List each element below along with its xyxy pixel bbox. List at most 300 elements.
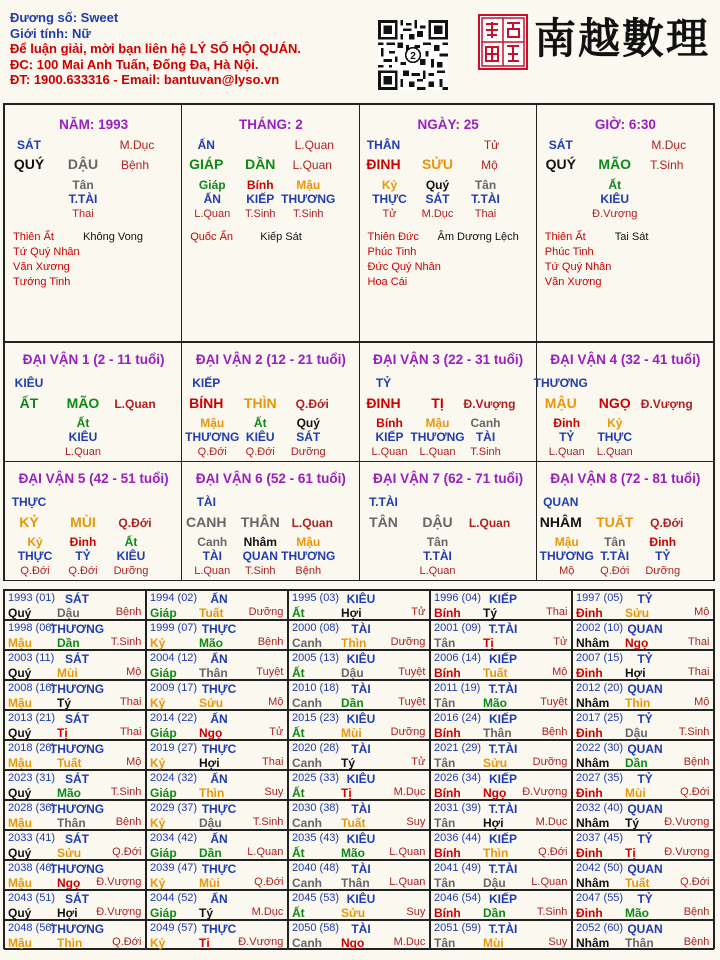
hidden-god: KIẾP [375, 430, 404, 444]
year-label: 2022 (30) [576, 742, 624, 754]
pillar-qual: Mộ [481, 158, 498, 172]
year-qual: Dưỡng [532, 756, 568, 768]
year-label: 2019 (27) [150, 742, 198, 754]
year-label: 1994 (02) [150, 592, 198, 604]
pillar-cell [181, 104, 359, 342]
year-god: THỰC [201, 622, 237, 636]
year-stem: Bính [434, 846, 461, 860]
year-stem: Kỷ [150, 936, 166, 950]
dai-van-god: QUAN [543, 494, 579, 509]
year-qual: Đ.Vượng [96, 906, 142, 918]
year-branch: Dần [483, 906, 506, 920]
year-stem: Bính [434, 786, 461, 800]
year-branch: Tuất [341, 816, 366, 830]
star-left: Phúc Tinh [367, 246, 417, 258]
year-branch: Hợi [483, 816, 504, 830]
hidden-stem: Giáp [198, 178, 226, 192]
year-label: 2017 (25) [576, 712, 624, 724]
year-god: THƯƠNG [49, 922, 105, 936]
year-branch: Mão [57, 786, 81, 800]
year-label: 2026 (34) [434, 772, 482, 784]
hidden-god: THƯƠNG [185, 430, 240, 444]
year-branch: Hợi [625, 666, 646, 680]
year-god: KIẾP [488, 772, 518, 786]
year-cell [430, 830, 572, 860]
pillar-qual: T.Sinh [650, 158, 684, 172]
dai-van-stem: BÍNH [189, 395, 224, 411]
dai-van-title: ĐẠI VẬN 4 (32 - 41 tuổi) [550, 352, 701, 367]
year-qual: Mộ [552, 666, 568, 678]
year-stem: Kỷ [150, 696, 166, 710]
dai-van-branch: THÌN [243, 395, 277, 411]
year-god: TÀI [351, 862, 371, 876]
star-left: Thiên Ất [544, 231, 586, 243]
year-god: KIẾP [488, 592, 518, 606]
year-label: 2044 (52) [150, 892, 198, 904]
year-label: 2042 (50) [576, 862, 624, 874]
year-god: KIÊU [346, 592, 376, 606]
year-label: 1993 (01) [8, 592, 56, 604]
hidden-qual: L.Quan [194, 208, 231, 220]
year-cell [146, 920, 288, 950]
year-qual: Thai [545, 606, 568, 618]
year-qual: Suy [406, 906, 426, 918]
year-stem: Giáp [150, 606, 177, 620]
year-label: 1995 (03) [292, 592, 340, 604]
pillar-stem: ĐINH [366, 156, 401, 172]
hidden-stem: Kỷ [607, 416, 623, 430]
year-cell [146, 800, 288, 830]
year-god: KIẾP [488, 892, 518, 906]
hidden-god: TỶ [559, 430, 575, 444]
dai-van-god: TÀI [196, 494, 216, 509]
year-branch: Tý [57, 696, 72, 710]
year-stem: Bính [434, 666, 461, 680]
year-god: T.TÀI [488, 742, 518, 756]
year-stem: Tân [434, 696, 456, 710]
year-stem: Ất [292, 606, 305, 620]
hidden-qual: Dưỡng [290, 446, 326, 458]
hidden-god: KIÊU [600, 192, 630, 206]
pillar-cell [536, 104, 714, 342]
year-stem: Đinh [576, 606, 603, 620]
year-cell [4, 740, 146, 770]
year-god: TỶ [637, 652, 653, 666]
year-cell [146, 860, 288, 890]
year-stem: Mậu [8, 756, 32, 770]
year-god: TÀI [351, 742, 371, 756]
year-label: 2029 (37) [150, 802, 198, 814]
dai-van-title: ĐẠI VẬN 2 (12 - 21 tuổi) [195, 352, 346, 367]
hidden-god: KIÊU [68, 430, 98, 444]
year-label: 1999 (07) [150, 622, 198, 634]
year-stem: Tân [434, 816, 456, 830]
year-qual: Bệnh [683, 906, 710, 918]
year-branch: Sửu [57, 846, 82, 860]
hidden-qual: Thai [72, 208, 94, 220]
year-god: TỶ [637, 712, 653, 726]
year-qual: Đ.Vượng [522, 786, 568, 798]
year-stem: Đinh [576, 846, 603, 860]
hidden-stem: Quý [425, 178, 450, 192]
year-god: THỰC [201, 862, 237, 876]
year-branch: Dần [57, 636, 80, 650]
hidden-qual: Q.Đới [20, 564, 50, 577]
year-cell [4, 590, 146, 620]
year-stem: Giáp [150, 726, 177, 740]
year-cell [430, 620, 572, 650]
year-god: QUAN [627, 742, 663, 756]
year-qual: Q.Đới [112, 936, 142, 948]
year-cell [430, 650, 572, 680]
year-qual: Đ.Vượng [238, 936, 284, 948]
year-label: 2037 (45) [576, 832, 624, 844]
year-cell [288, 920, 430, 950]
dai-van-qual: L.Quan [114, 397, 156, 411]
pillar-god: SÁT [548, 138, 573, 152]
year-qual: M.Dục [535, 816, 568, 828]
year-stem: Giáp [150, 786, 177, 800]
year-branch: Thìn [625, 696, 651, 710]
year-god: ẤN [210, 832, 228, 846]
year-cell [572, 710, 714, 740]
dai-van-title: ĐẠI VẬN 3 (22 - 31 tuổi) [373, 352, 524, 367]
year-god: KIẾP [488, 712, 518, 726]
year-stem: Nhâm [576, 876, 610, 890]
hidden-god: THƯƠNG [410, 430, 465, 444]
year-label: 2045 (53) [292, 892, 340, 904]
year-god: SÁT [65, 892, 89, 906]
year-god: KIÊU [346, 832, 376, 846]
year-qual: Tử [553, 636, 568, 648]
year-branch: Tị [57, 726, 68, 740]
dai-van-stem: ĐINH [366, 395, 401, 411]
year-cell [572, 920, 714, 950]
year-branch: Tý [625, 816, 640, 830]
year-cell [4, 920, 146, 950]
year-branch: Thìn [199, 786, 225, 800]
year-cell [572, 590, 714, 620]
hidden-god: THƯƠNG [281, 192, 336, 206]
year-cell [430, 920, 572, 950]
year-label: 2046 (54) [434, 892, 482, 904]
year-stem: Mậu [8, 816, 32, 830]
year-stem: Ất [292, 726, 305, 740]
year-god: TÀI [351, 802, 371, 816]
hidden-qual: Tử [382, 208, 397, 220]
year-label: 2032 (40) [576, 802, 624, 814]
hidden-god: KIÊU [116, 548, 146, 563]
dai-van-qual: Đ.Vượng [463, 397, 516, 411]
year-label: 2011 (19) [434, 682, 481, 694]
hidden-qual: T.Sinh [244, 564, 276, 577]
year-branch: Tuất [199, 606, 224, 620]
year-label: 2000 (08) [292, 622, 340, 634]
pillar-qual-top: M.Dục [119, 138, 155, 152]
year-label: 2033 (41) [8, 832, 56, 844]
year-label: 2016 (24) [434, 712, 482, 724]
year-cell [572, 800, 714, 830]
dai-van-cell [536, 461, 714, 581]
pillar-qual-top: M.Dục [651, 138, 687, 152]
year-stem: Canh [292, 816, 322, 830]
year-stem: Giáp [150, 846, 177, 860]
year-branch: Dậu [625, 726, 648, 740]
dai-van-cell [359, 461, 537, 581]
dai-van-god: KIÊU [14, 376, 44, 390]
year-label: 2007 (15) [576, 652, 624, 664]
year-qual: Bệnh [115, 606, 142, 618]
hidden-stem: Ất [608, 178, 622, 192]
year-cell [572, 620, 714, 650]
year-branch: Mùi [57, 666, 78, 680]
year-qual: L.Quan [389, 846, 426, 858]
year-stem: Kỷ [150, 876, 166, 890]
year-qual: Suy [264, 786, 284, 798]
star-left: Quốc Ấn [190, 231, 234, 243]
year-cell [572, 650, 714, 680]
year-cell [4, 620, 146, 650]
year-qual: L.Quan [247, 846, 284, 858]
year-branch: Thìn [341, 636, 367, 650]
dai-van-branch: TỊ [431, 395, 444, 411]
dai-van-qual: L.Quan [468, 515, 511, 530]
hidden-stem: Ất [253, 416, 267, 430]
year-branch: Tý [199, 906, 214, 920]
year-god: THỰC [201, 742, 237, 756]
year-cell [572, 680, 714, 710]
year-branch: Ngọ [199, 726, 223, 740]
year-label: 2005 (13) [292, 652, 340, 664]
year-stem: Nhâm [576, 636, 610, 650]
year-god: TÀI [351, 622, 371, 636]
year-label: 2049 (57) [150, 922, 198, 934]
year-stem: Kỷ [150, 816, 166, 830]
year-god: TÀI [351, 682, 371, 696]
hidden-stem: Canh [197, 534, 228, 549]
pillar-stem: QUÝ [545, 156, 576, 172]
year-qual: Tuyệt [398, 696, 426, 708]
star-left: Tứ Quý Nhân [13, 246, 80, 258]
year-cell [288, 710, 430, 740]
year-qual: Q.Đới [254, 876, 284, 888]
year-god: ẤN [210, 772, 228, 786]
year-branch: Dậu [57, 606, 80, 620]
year-qual: Tử [411, 606, 426, 618]
year-cell [430, 740, 572, 770]
year-qual: Suy [406, 816, 426, 828]
dai-van-stem: MẬU [544, 395, 577, 411]
year-label: 2028 (36) [8, 802, 56, 814]
year-qual: Thai [119, 696, 142, 708]
year-qual: Bệnh [115, 816, 142, 828]
star-right: Tai Sát [614, 231, 649, 243]
pillar-branch: DẦN [245, 156, 276, 172]
hidden-god: THƯƠNG [281, 548, 336, 563]
year-stem: Mậu [8, 936, 32, 950]
year-qual: Bệnh [541, 726, 568, 738]
year-cell [146, 890, 288, 920]
year-qual: Dưỡng [248, 606, 284, 618]
year-qual: Đ.Vượng [96, 876, 142, 888]
year-stem: Canh [292, 876, 322, 890]
star-left: Phúc Tinh [544, 246, 594, 258]
star-right: Không Vong [83, 231, 143, 243]
year-god: SÁT [65, 772, 89, 786]
year-label: 2048 (56) [8, 922, 56, 934]
year-qual: Suy [548, 936, 568, 948]
year-god: T.TÀI [488, 682, 518, 696]
year-branch: Ngọ [483, 786, 507, 800]
pillar-god: ẤN [197, 138, 215, 152]
year-qual: M.Dục [393, 936, 426, 948]
year-label: 2015 (23) [292, 712, 340, 724]
dai-van-stem: NHÂM [539, 513, 582, 530]
year-stem: Mậu [8, 876, 32, 890]
hidden-god: TỶ [75, 548, 91, 563]
year-cell [4, 710, 146, 740]
year-stem: Giáp [150, 906, 177, 920]
year-stem: Mậu [8, 636, 32, 650]
year-branch: Mão [483, 696, 507, 710]
year-label: 2004 (12) [150, 652, 198, 664]
year-god: THỰC [201, 802, 237, 816]
hidden-god: KIÊU [245, 430, 275, 444]
year-branch: Thìn [483, 846, 509, 860]
star-left: Hoa Cái [367, 276, 408, 288]
year-cell [4, 680, 146, 710]
year-stem: Quý [8, 786, 32, 800]
hidden-stem: Mậu [554, 534, 579, 549]
hidden-stem: Kỷ [27, 534, 43, 549]
year-qual: T.Sinh [536, 906, 568, 918]
year-qual: Mộ [694, 696, 710, 708]
year-branch: Ngọ [57, 876, 81, 890]
year-god: TỶ [637, 772, 653, 786]
year-god: T.TÀI [488, 622, 518, 636]
year-cell [430, 770, 572, 800]
hidden-god: TÀI [475, 430, 496, 444]
year-god: ẤN [210, 712, 228, 726]
year-branch: Tị [483, 636, 494, 650]
dai-van-cell [4, 461, 182, 581]
year-god: THƯƠNG [49, 862, 105, 876]
year-branch: Hợi [57, 906, 78, 920]
year-branch: Dậu [341, 666, 364, 680]
year-stem: Bính [434, 906, 461, 920]
hidden-stem: Canh [470, 416, 501, 430]
year-god: KIÊU [346, 712, 376, 726]
year-cell [288, 860, 430, 890]
seal-stamp-icon [478, 14, 528, 70]
contact-invite: Để luận giải, mời bạn liên hệ LÝ SỐ HỘI QUÁN. [10, 41, 301, 56]
year-qual: Đ.Vượng [664, 816, 710, 828]
year-cell [288, 770, 430, 800]
pillar-branch: DẬU [67, 156, 99, 172]
year-label: 2003 (11) [8, 652, 55, 664]
star-right: Kiếp Sát [260, 231, 302, 243]
year-branch: Dần [199, 846, 222, 860]
year-label: 2021 (29) [434, 742, 482, 754]
year-god: KIẾP [488, 652, 518, 666]
dai-van-title: ĐẠI VẬN 1 (2 - 11 tuổi) [22, 352, 165, 367]
year-branch: Thân [625, 936, 654, 950]
hidden-stem: Tân [474, 178, 497, 192]
year-cell [146, 740, 288, 770]
dai-van-title: ĐẠI VẬN 8 (72 - 81 tuổi) [550, 470, 701, 486]
year-cell [288, 590, 430, 620]
dai-van-branch: THÂN [240, 513, 280, 530]
year-cell [288, 740, 430, 770]
year-branch: Mùi [199, 876, 220, 890]
hidden-qual: L.Quan [194, 564, 231, 577]
year-label: 2009 (17) [150, 682, 198, 694]
year-branch: Tuất [57, 756, 82, 770]
year-stem: Ất [292, 786, 305, 800]
year-god: ẤN [210, 592, 228, 606]
year-cell [146, 770, 288, 800]
hidden-god: SÁT [425, 192, 450, 206]
year-cell [430, 860, 572, 890]
year-god: T.TÀI [488, 922, 518, 936]
hidden-god: THỰC [597, 430, 633, 444]
year-branch: Dần [625, 756, 648, 770]
year-branch: Tị [625, 846, 636, 860]
hidden-stem: Quý [296, 416, 320, 430]
year-qual: T.Sinh [678, 726, 710, 738]
year-branch: Ngọ [341, 936, 365, 950]
year-label: 2012 (20) [576, 682, 624, 694]
hidden-qual: Q.Đới [68, 564, 98, 577]
year-god: KIẾP [488, 832, 518, 846]
year-label: 2020 (28) [292, 742, 340, 754]
year-god: TÀI [351, 922, 371, 936]
year-label: 2013 (21) [8, 712, 56, 724]
year-qual: Tử [269, 726, 284, 738]
year-qual: Tuyệt [256, 666, 284, 678]
pillar-title: GIỜ: 6:30 [594, 117, 656, 132]
year-stem: Đinh [576, 786, 603, 800]
year-branch: Thìn [57, 936, 83, 950]
dai-van-qual: Q.Đới [118, 515, 152, 530]
hidden-god: T.TÀI [68, 192, 98, 206]
qr-code-icon [378, 20, 448, 90]
year-label: 1998 (06) [8, 622, 56, 634]
year-god: SÁT [65, 592, 89, 606]
dai-van-cell [181, 342, 359, 462]
dai-van-god: TỶ [375, 376, 392, 390]
year-god: THỰC [201, 922, 237, 936]
dai-van-god: T.TÀI [369, 494, 398, 509]
year-qual: Mộ [268, 696, 284, 708]
year-god: TỶ [637, 892, 653, 906]
year-stem: Tân [434, 936, 456, 950]
year-qual: Mộ [126, 756, 142, 768]
year-label: 2041 (49) [434, 862, 482, 874]
year-cell [288, 650, 430, 680]
dai-van-stem: TÂN [369, 513, 398, 530]
year-branch: Thân [483, 726, 512, 740]
year-stem: Tân [434, 756, 456, 770]
year-stem: Tân [434, 876, 456, 890]
year-stem: Nhâm [576, 696, 610, 710]
hidden-god: T.TÀI [600, 548, 630, 563]
year-stem: Quý [8, 666, 32, 680]
year-cell [572, 740, 714, 770]
year-cell [430, 590, 572, 620]
dai-van-branch: NGỌ [598, 395, 631, 411]
year-cell [572, 860, 714, 890]
